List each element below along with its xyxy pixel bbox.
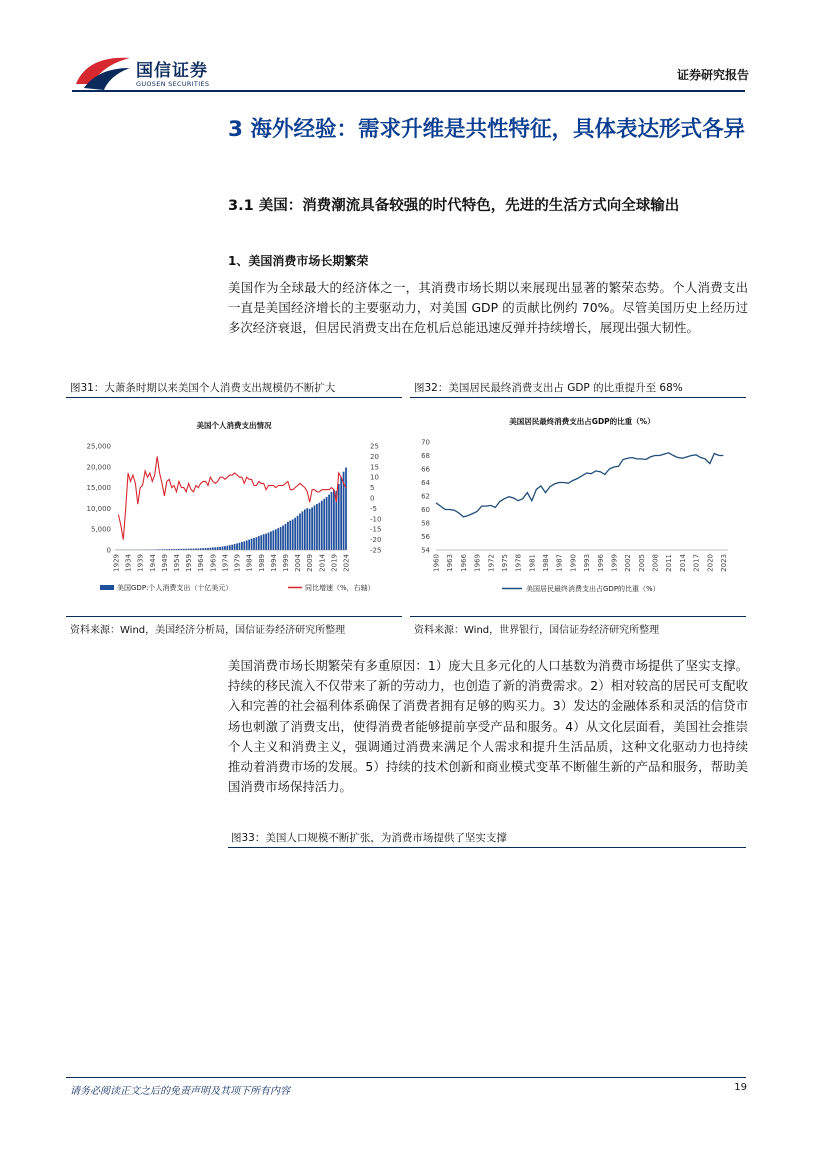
chart1-bar <box>299 514 301 550</box>
chart1-y-right-tick: 5 <box>370 484 375 493</box>
chart1-y-left-tick: 10,000 <box>86 504 111 513</box>
chart1-x-tick: 1984 <box>245 554 254 572</box>
chart1-bar <box>304 509 306 550</box>
chart2-y-tick: 64 <box>421 479 430 487</box>
chart2-x-tick: 1993 <box>583 554 592 572</box>
chart1-bar <box>280 527 282 550</box>
chart1-x-tick: 1944 <box>148 554 157 572</box>
chart1-bar <box>272 530 274 550</box>
fig31-top-rule <box>66 397 402 398</box>
subsection-title: 3.1 美国：消费潮流具备较强的时代特色，先进的生活方式向全球输出 <box>228 198 680 214</box>
chart2-x-tick: 2011 <box>665 554 674 572</box>
chart2-x-tick: 1966 <box>459 554 468 572</box>
fig31-caption: 图31：大萧条时期以来美国个人消费支出规模仍不断扩大 <box>70 382 336 394</box>
page-number: 19 <box>734 1082 747 1093</box>
chart2-x-tick: 1984 <box>542 554 550 572</box>
logo-text-en: GUOSEN SECURITIES <box>136 80 210 88</box>
chart1-bar <box>231 545 233 550</box>
chart2-x-tick: 2002 <box>624 554 633 572</box>
chart1-bar <box>309 509 311 550</box>
chart2-x-tick: 1972 <box>487 554 496 572</box>
chart1-x-tick: 2014 <box>318 554 327 572</box>
chart2-x-tick: 2014 <box>678 554 687 572</box>
chart1-bar <box>321 501 323 550</box>
chart2-y-tick: 56 <box>421 533 430 541</box>
chart1-bar <box>292 519 294 550</box>
chart1-bar <box>318 503 320 550</box>
footer-divider <box>66 1077 746 1078</box>
fig33-caption: 图33：美国人口规模不断扩张，为消费市场提供了坚实支撑 <box>231 832 507 844</box>
chart2-share-line <box>436 453 723 517</box>
chart1-bar <box>289 521 291 550</box>
chart2-y-tick: 70 <box>421 438 430 447</box>
chart1-x-tick: 2019 <box>330 554 339 572</box>
chart1-bar <box>331 492 333 550</box>
fig33-top-rule <box>228 847 746 848</box>
chart1-bar <box>258 536 260 550</box>
chart2-x-tick: 1981 <box>528 554 537 572</box>
chart1-bar <box>306 508 308 550</box>
chart2-x-tick: 2008 <box>651 554 660 572</box>
logo-text-cn: 国信证券 <box>136 61 208 81</box>
chart1-x-tick: 1969 <box>209 554 218 572</box>
chart1-legend-bar-swatch <box>100 585 114 590</box>
chart1-x-tick: 1994 <box>269 554 278 572</box>
chart2-x-tick: 1963 <box>446 554 455 572</box>
chart1-bar <box>243 541 245 550</box>
chart1-bar <box>234 544 236 550</box>
chart2-x-tick: 1996 <box>596 554 605 572</box>
chart1-x-tick: 1934 <box>124 554 133 572</box>
chart2-x-tick: 1978 <box>514 554 523 572</box>
chart1-x-tick: 1974 <box>221 554 230 572</box>
chart2-x-tick: 2020 <box>706 554 715 572</box>
chart1-x-tick: 1959 <box>185 554 194 572</box>
fig32-source: 资料来源：Wind，世界银行，国信证券经济研究所整理 <box>414 625 660 636</box>
chart1-bar <box>277 528 279 550</box>
chart1-bar <box>226 546 228 550</box>
chart1-bar <box>207 548 209 550</box>
chart1-bar <box>251 539 253 550</box>
chart2-y-tick: 58 <box>421 519 430 528</box>
company-logo <box>74 54 224 94</box>
chart1-y-left-tick: 25,000 <box>86 442 111 451</box>
chart2-y-tick: 66 <box>421 465 430 474</box>
chart1-bar <box>275 529 277 550</box>
chart1-bar <box>340 477 342 550</box>
chart2-y-tick: 60 <box>421 506 430 514</box>
chart1-y-right-tick: 0 <box>370 494 375 503</box>
chart1-bar <box>224 546 226 550</box>
fig31-source: 资料来源：Wind，美国经济分析局，国信证券经济研究所整理 <box>70 625 346 636</box>
chart2-x-tick: 1987 <box>555 554 564 572</box>
chart2-y-tick: 62 <box>421 492 430 501</box>
chart1-x-tick: 1929 <box>112 554 121 572</box>
footer-disclaimer: 请务必阅读正文之后的免责声明及其项下所有内容 <box>70 1086 290 1097</box>
chart1-bar <box>287 522 289 550</box>
chart1-bar <box>314 505 316 550</box>
paragraph-2: 美国消费市场长期繁荣有多重原因：1）庞大且多元化的人口基数为消费市场提供了坚实支撑。持续的移民流入不仅带来了新的劳动力，也创造了新的消费需求。2）相对较高的居民可支配收入和完善的社会福利体系确保了消费者拥有足够的购买力。3）发达的金融体系和灵活的信贷市场也刺激了消费支出，使得消费者能够提前享受产品和服务。4）从文化层面看，美国社会推崇个人主义和消费主义，强调通过消费来满足个人需求和提升生活品质，这种文化驱动力也持续推动着消费市场的发展。5）持续的技术创新和商业模式变革不断催生新的产品和服务，帮助美国消费市场保持活力。 <box>228 658 748 795</box>
chart1-x-tick: 1954 <box>173 554 182 572</box>
chart1-bar <box>222 546 224 550</box>
chart-personal-consumption <box>66 402 402 614</box>
chart1-bar <box>229 545 231 550</box>
chart1-bar <box>253 538 255 550</box>
chart2-x-tick: 1960 <box>432 554 441 572</box>
chart1-bar <box>265 534 267 550</box>
chart1-y-right-tick: 10 <box>370 473 379 482</box>
chart1-y-left-tick: 0 <box>106 546 111 555</box>
chart1-x-tick: 2004 <box>294 554 303 572</box>
chart1-bar <box>282 526 284 550</box>
chart1-y-right-tick: -25 <box>370 546 382 555</box>
chart1-bar <box>294 518 296 550</box>
chart1-bar <box>311 507 313 550</box>
chart1-legend-line-label: 同比增速（%，右轴） <box>305 584 375 592</box>
section-title: 3 海外经验：需求升维是共性特征，具体表达形式各异 <box>228 117 745 142</box>
chart1-y-right-tick: 25 <box>370 442 379 451</box>
chart2-y-tick: 68 <box>421 452 430 460</box>
chart1-y-left-tick: 5,000 <box>90 525 111 534</box>
chart1-bar <box>212 547 214 550</box>
fig32-bottom-rule <box>410 616 746 617</box>
chart1-x-tick: 1979 <box>233 554 242 572</box>
chart1-y-right-tick: -10 <box>370 515 382 524</box>
chart1-y-right-tick: 15 <box>370 463 379 472</box>
chart1-bar <box>248 540 250 550</box>
chart1-bar <box>302 511 304 550</box>
chart1-bar <box>260 535 262 550</box>
chart1-bar <box>333 490 335 550</box>
chart1-y-right-tick: -15 <box>370 525 382 534</box>
chart1-bar <box>268 533 270 550</box>
chart1-bar <box>256 537 258 550</box>
chart2-y-tick: 54 <box>421 546 430 555</box>
chart2-legend-label: 美国居民最终消费支出占GDP的比重（%） <box>526 585 660 593</box>
chart1-bar <box>219 547 221 550</box>
chart2-title: 美国居民最终消费支出占GDP的比重（%） <box>509 417 655 426</box>
chart2-x-tick: 2017 <box>692 554 701 572</box>
chart1-bar <box>214 547 216 550</box>
chart1-x-tick: 1989 <box>257 554 266 572</box>
chart1-bar <box>236 543 238 550</box>
chart2-x-tick: 1969 <box>473 554 482 572</box>
chart1-legend-bar-label: 美国GDP:个人消费支出（十亿美元） <box>117 584 233 592</box>
chart2-x-tick: 1990 <box>569 554 578 572</box>
guosen-logo-mark-icon <box>74 54 132 92</box>
fig31-bottom-rule <box>66 616 402 617</box>
sub-heading: 1、美国消费市场长期繁荣 <box>228 254 369 268</box>
chart1-x-tick: 1999 <box>281 554 290 572</box>
chart1-x-tick: 1964 <box>197 554 206 572</box>
chart1-x-tick: 1949 <box>160 554 169 572</box>
chart1-bar <box>217 547 219 550</box>
chart2-x-tick: 1999 <box>610 554 619 572</box>
chart1-x-tick: 1939 <box>136 554 145 572</box>
chart2-x-tick: 1975 <box>500 554 509 572</box>
chart1-x-tick: 2009 <box>306 554 315 572</box>
header-divider <box>72 90 745 92</box>
chart1-bar <box>285 524 287 550</box>
paragraph-1: 美国作为全球最大的经济体之一，其消费市场长期以来展现出显著的繁荣态势。个人消费支出一直是美国经济增长的主要驱动力，对美国 GDP 的贡献比例约 70%。尽管美国历史上经历过多次经济衰退，但居民消费支出在危机后总能迅速反弹并持续增长，展现出强大韧性。 <box>228 280 748 336</box>
chart1-bar <box>338 484 340 550</box>
chart2-x-tick: 2005 <box>637 554 646 572</box>
chart1-y-right-tick: -5 <box>370 504 377 513</box>
chart-consumption-gdp-share <box>410 402 746 614</box>
chart1-bar <box>241 542 243 550</box>
chart1-bar <box>270 531 272 550</box>
fig32-top-rule <box>410 397 746 398</box>
report-type-label: 证券研究报告 <box>676 68 749 82</box>
chart1-bar <box>297 516 299 550</box>
chart1-bar <box>328 495 330 550</box>
chart1-x-tick: 2024 <box>342 554 351 572</box>
chart1-bar <box>239 543 241 550</box>
chart1-bar <box>246 540 248 550</box>
chart2-x-tick: 2023 <box>719 554 728 572</box>
chart1-bar <box>263 534 265 550</box>
chart1-bar <box>210 548 212 550</box>
chart1-bar <box>326 497 328 550</box>
chart1-bar <box>323 499 325 550</box>
chart1-bar <box>345 468 347 550</box>
chart1-title: 美国个人消费支出情况 <box>196 421 272 430</box>
chart1-y-right-tick: 20 <box>370 452 379 461</box>
chart1-y-right-tick: -20 <box>370 536 382 545</box>
fig32-caption: 图32：美国居民最终消费支出占 GDP 的比重提升至 68% <box>414 382 683 394</box>
chart1-y-left-tick: 15,000 <box>86 484 111 493</box>
chart1-bar <box>316 504 318 550</box>
chart1-y-left-tick: 20,000 <box>86 463 111 472</box>
